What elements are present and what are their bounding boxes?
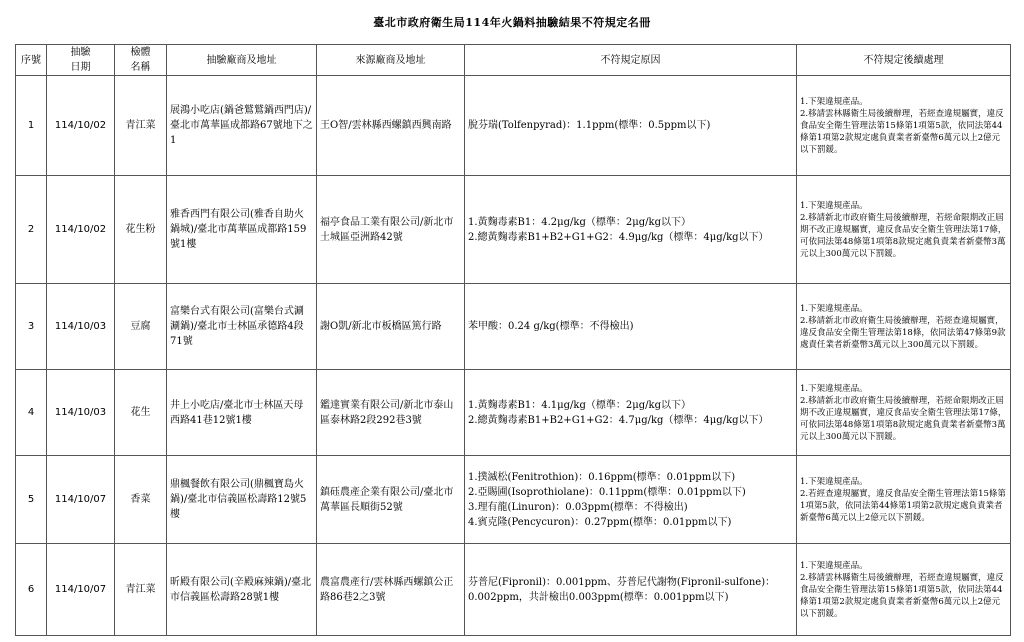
cell-reason [465,76,797,176]
cell-date: 114/10/07 [47,456,115,544]
cell-vendor: 昕殿有限公司(辛殿麻辣鍋)/臺北市信義區松壽路28號1樓 [167,544,317,636]
cell-item: 青江菜 [115,544,167,636]
followup-line: 1.下架違規產品。 [800,96,868,107]
cell-source: 謝O凱/新北市板橋區篤行路 [317,284,465,370]
reason-line: 苯甲酸：0.24 g/kg(標準：不得檢出) [468,321,634,332]
followup-line: 1.下架違規產品。 [800,560,868,571]
reason-line: 3.理有龍(Linuron)：0.03ppm(標準：不得檢出) [468,501,688,513]
cell-vendor: 鼎楓餐飲有限公司(鼎楓寶島火鍋)/臺北市信義區松壽路12號5樓 [167,456,317,544]
followup-line: 2.移請新北市政府衛生局後續辦理，若經命限期改正屆期不改正違規屬實，違反食品安全衛生管理法第17條，可依同法第48條第1項第8款規定處負責業者新臺幣3萬元以上300萬元以下罰鍰。 [800,395,1007,442]
cell-followup [797,544,1011,636]
cell-date: 114/10/03 [47,284,115,370]
cell-reason [465,456,797,544]
table-row [16,176,1011,284]
cell-seq: 6 [16,544,47,636]
table-row [16,284,1011,370]
document-title: 臺北市政府衛生局114年火鍋料抽驗結果不符規定名冊 [373,16,651,29]
followup-line: 1.下架違規產品。 [800,383,868,394]
header-vendor: 抽驗廠商及地址 [167,45,317,76]
table-header-row [16,45,1011,76]
cell-vendor: 雅香西門有限公司(雅香自助火鍋城)/臺北市萬華區成都路159號1樓 [167,176,317,284]
header-date [47,45,115,76]
reason-line: 芬普尼(Fipronil)：0.001ppm、芬普尼代謝物(Fipronil-sulfone)：0.002ppm，共計檢出0.003ppm(標準：0.001ppm以下) [468,576,776,603]
followup-line: 1.下架違規產品。 [800,200,868,211]
followup-line: 2.移請雲林縣衛生局後續辦理，若經查違規屬實，違反食品安全衛生管理法第15條第1項第5款，依同法第44條第1項第2款規定處負責業者新臺幣6萬元以上2億元以下罰鍰。 [800,108,1004,155]
cell-date: 114/10/02 [47,176,115,284]
cell-reason [465,176,797,284]
cell-date: 114/10/02 [47,76,115,176]
reason-line: 2.亞賜圃(Isoprothiolane)：0.11ppm(標準：0.01ppm以下) [468,486,746,498]
reason-line: 2.總黃麴毒素B1+B2+G1+G2：4.7μg/kg（標準：4μg/kg以下） [468,414,769,426]
header-reason: 不符規定原因 [465,45,797,76]
followup-line: 1.下架違規產品。 [800,303,868,314]
header-item-line2: 名稱 [130,62,151,73]
cell-reason [465,284,797,370]
cell-item: 花生粉 [115,176,167,284]
table-row [16,456,1011,544]
table-body [16,76,1011,636]
cell-followup [797,76,1011,176]
header-source: 來源廠商及地址 [317,45,465,76]
cell-seq: 5 [16,456,47,544]
header-seq: 序號 [16,45,47,76]
cell-seq: 2 [16,176,47,284]
header-item [115,45,167,76]
cell-followup [797,284,1011,370]
cell-item: 豆腐 [115,284,167,370]
cell-source: 農富農產行/雲林縣西螺鎮公正路86巷2之3號 [317,544,465,636]
followup-line: 2.移請雲林縣衛生局後續辦理，若經查違規屬實，違反食品安全衛生管理法第15條第1項第5款，依同法第44條第1項第2款規定處負責業者新臺幣6萬元以上2億元以下罰鍰。 [800,572,1004,619]
cell-source: 福亭食品工業有限公司/新北市土城區亞洲路42號 [317,176,465,284]
header-date-line2: 日期 [70,62,91,73]
cell-seq: 3 [16,284,47,370]
reason-line: 1.撲滅松(Fenitrothion)：0.16ppm(標準：0.01ppm以下) [468,471,736,483]
cell-seq: 1 [16,76,47,176]
cell-followup [797,370,1011,456]
header-followup: 不符規定後續處理 [797,45,1011,76]
cell-vendor: 展鴻小吃店(鍋爸鷲鷲鍋西門店)/臺北市萬華區成都路67號地下之1 [167,76,317,176]
cell-vendor: 富樂台式有限公司(富樂台式涮涮鍋)/臺北市士林區承德路4段71號 [167,284,317,370]
cell-source: 王O智/雲林縣西螺鎮西興南路 [317,76,465,176]
cell-followup [797,176,1011,284]
reason-line: 1.黃麴毒素B1：4.1μg/kg（標準：2μg/kg以下） [468,399,691,411]
table-row [16,544,1011,636]
followup-line: 2.移請新北市政府衛生局後續辦理，若經查違規屬實，違反食品安全衛生管理法第18條，依同法第47條第9款處責任業者新臺幣3萬元以上300萬元以下罰鍰。 [800,315,1006,350]
cell-item: 香菜 [115,456,167,544]
header-date-line1: 抽驗 [70,47,91,58]
cell-vendor: 井上小吃店/臺北市士林區天母西路41巷12號1樓 [167,370,317,456]
table-row [16,370,1011,456]
noncompliance-table [15,44,1011,636]
cell-item: 青江菜 [115,76,167,176]
followup-line: 2.若經查違規屬實，違反食品安全衛生管理法第15條第1項第5款，依同法第44條第1項第2款規定處負責業者新臺幣6萬元以上2億元以下罰鍰。 [800,488,1006,523]
cell-followup [797,456,1011,544]
header-item-line1: 檢體 [130,47,151,58]
table-row [16,76,1011,176]
cell-seq: 4 [16,370,47,456]
reason-line: 脫芬瑞(Tolfenpyrad)：1.1ppm(標準：0.5ppm以下) [468,120,711,131]
reason-line: 2.總黃麴毒素B1+B2+G1+G2：4.9μg/kg（標準：4μg/kg以下） [468,231,769,243]
cell-source: 鑑達實業有限公司/新北市泰山區泰林路2段292巷3號 [317,370,465,456]
cell-item: 花生 [115,370,167,456]
cell-reason [465,544,797,636]
cell-reason [465,370,797,456]
reason-line: 4.賓克隆(Pencycuron)：0.27ppm(標準：0.01ppm以下) [468,516,732,528]
cell-date: 114/10/03 [47,370,115,456]
cell-source: 鎮砡農產企業有限公司/臺北市萬華區長順街52號 [317,456,465,544]
reason-line: 1.黃麴毒素B1：4.2μg/kg（標準：2μg/kg以下） [468,216,691,228]
followup-line: 2.移請新北市政府衛生局後續辦理，若經命限期改正屆期不改正違規屬實，違反食品安全衛生管理法第17條，可依同法第48條第1項第8款規定處負責業者新臺幣3萬元以上300萬元以下罰鍰。 [800,212,1007,259]
followup-line: 1.下架違規產品。 [800,476,868,487]
cell-date: 114/10/07 [47,544,115,636]
